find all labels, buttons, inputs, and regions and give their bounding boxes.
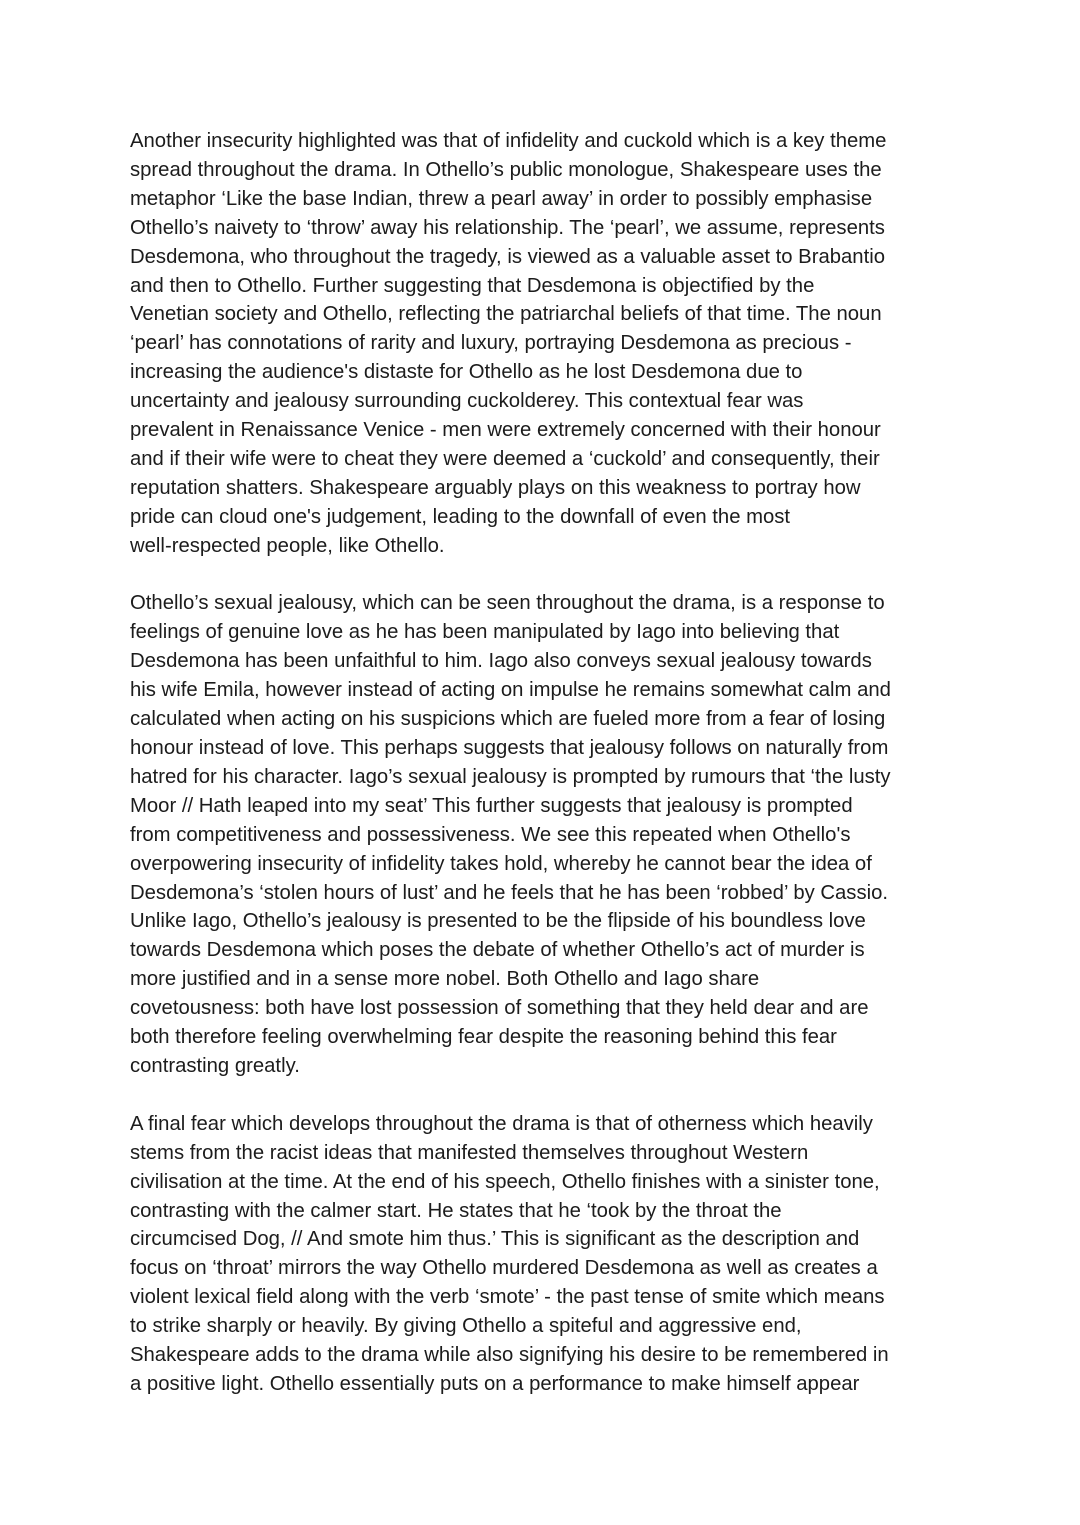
text-line: Shakespeare adds to the drama while also signifying his desire to be remembered in	[130, 1344, 889, 1367]
text-line: pride can cloud one's judgement, leading to the downfall of even the most	[130, 505, 791, 528]
document-page	[130, 127, 960, 1428]
text-line: both therefore feeling overwhelming fear despite the reasoning behind this fear	[130, 1026, 837, 1049]
text-line: spread throughout the drama. In Othello’s public monologue, Shakespeare uses the	[130, 158, 882, 181]
text-line: well-respected people, like Othello.	[130, 534, 445, 557]
text-line: Moor // Hath leaped into my seat’ This further suggests that jealousy is prompted	[130, 794, 853, 817]
text-line: Venetian society and Othello, reflecting the patriarchal beliefs of that time. The noun	[130, 303, 882, 326]
text-line: Another insecurity highlighted was that of infidelity and cuckold which is a key theme	[130, 130, 887, 152]
text-line: towards Desdemona which poses the debate of whether Othello’s act of murder is	[130, 939, 865, 962]
text-line: from competitiveness and possessiveness. We see this repeated when Othello's	[130, 823, 851, 846]
text-line: Othello’s sexual jealousy, which can be seen throughout the drama, is a response to	[130, 592, 885, 615]
text-line: covetousness: both have lost possession of something that they held dear and are	[130, 997, 869, 1020]
text-line: Desdemona, who throughout the tragedy, is viewed as a valuable asset to Brabantio	[130, 245, 886, 268]
text-line: stems from the racist ideas that manifested themselves throughout Western	[130, 1141, 809, 1164]
text-line: hatred for his character. Iago’s sexual jealousy is prompted by rumours that ‘the lusty	[130, 765, 891, 788]
text-line: overpowering insecurity of infidelity takes hold, whereby he cannot bear the idea of	[130, 852, 872, 875]
text-line: prevalent in Renaissance Venice - men were extremely concerned with their honour	[130, 419, 881, 442]
text-line: uncertainty and jealousy surrounding cuckolderey. This contextual fear was	[130, 390, 804, 413]
text-line: ‘pearl’ has connotations of rarity and luxury, portraying Desdemona as precious -	[130, 332, 852, 355]
text-line: a positive light. Othello essentially puts on a performance to make himself appear	[130, 1372, 860, 1395]
text-line: focus on ‘throat’ mirrors the way Othello murdered Desdemona as well as creates a	[130, 1257, 878, 1280]
text-line: civilisation at the time. At the end of his speech, Othello finishes with a sinister tone,	[130, 1170, 880, 1193]
text-line: contrasting with the calmer start. He states that he ‘took by the throat the	[130, 1199, 782, 1222]
text-line: and if their wife were to cheat they were deemed a ‘cuckold’ and consequently, their	[130, 447, 880, 470]
paragraph-sexual-jealousy	[130, 589, 960, 1080]
text-line: A final fear which develops throughout the drama is that of otherness which heavily	[130, 1112, 873, 1135]
text-line: Desdemona’s ‘stolen hours of lust’ and he feels that he has been ‘robbed’ by Cassio.	[130, 881, 889, 904]
text-line: metaphor ‘Like the base Indian, threw a pearl away’ in order to possibly emphasise	[130, 187, 873, 210]
text-line: Othello’s naivety to ‘throw’ away his relationship. The ‘pearl’, we assume, represents	[130, 216, 885, 239]
text-line: honour instead of love. This perhaps suggests that jealousy follows on naturally from	[130, 737, 889, 760]
text-line: calculated when acting on his suspicions which are fueled more from a fear of losing	[130, 708, 886, 731]
paragraph-infidelity	[130, 127, 960, 561]
text-line: reputation shatters. Shakespeare arguably plays on this weakness to portray how	[130, 476, 861, 499]
text-line: increasing the audience's distaste for Othello as he lost Desdemona due to	[130, 361, 803, 384]
text-line: and then to Othello. Further suggesting that Desdemona is objectified by the	[130, 274, 815, 297]
text-line: contrasting greatly.	[130, 1054, 300, 1077]
text-line: Desdemona has been unfaithful to him. Iago also conveys sexual jealousy towards	[130, 650, 872, 673]
text-line: his wife Emila, however instead of acting on impulse he remains somewhat calm and	[130, 679, 891, 702]
paragraph-otherness	[130, 1110, 960, 1399]
text-line: to strike sharply or heavily. By giving Othello a spiteful and aggressive end,	[130, 1315, 802, 1338]
text-line: feelings of genuine love as he has been manipulated by Iago into believing that	[130, 621, 840, 644]
text-line: violent lexical field along with the verb ‘smote’ - the past tense of smite which means	[130, 1286, 885, 1309]
text-line: circumcised Dog, // And smote him thus.’ This is significant as the description and	[130, 1228, 860, 1251]
text-line: more justified and in a sense more nobel. Both Othello and Iago share	[130, 968, 760, 991]
text-line: Unlike Iago, Othello’s jealousy is presented to be the flipside of his boundless love	[130, 910, 866, 933]
